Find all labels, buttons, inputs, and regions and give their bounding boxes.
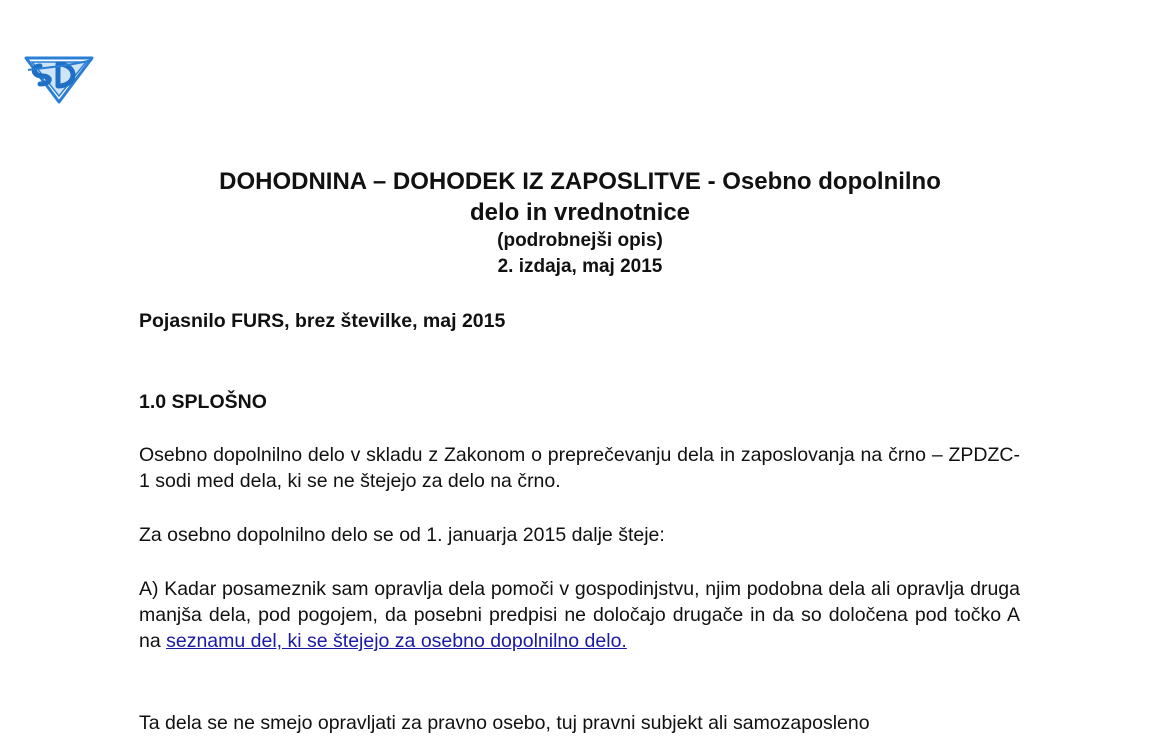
paragraph-2-block bbox=[139, 522, 1020, 548]
document-title-line-1: DOHODNINA – DOHODEK IZ ZAPOSLITVE - Osebno dopolnilno bbox=[219, 168, 941, 195]
paragraph-3-block bbox=[139, 576, 1020, 654]
paragraph-1-block bbox=[139, 442, 1020, 494]
paragraph-2: Za osebno dopolnilno delo se od 1. januarja 2015 dalje šteje: bbox=[139, 524, 665, 546]
paragraph-1: Osebno dopolnilno delo v skladu z Zakonom o preprečevanju dela in zaposlovanja na črno – ZPDZC-1 sodi med dela, ki se ne štejejo za delo na črno. bbox=[139, 444, 1020, 492]
document-subtitle: (podrobnejši opis) bbox=[497, 230, 663, 251]
source-line: Pojasnilo FURS, brez številke, maj 2015 bbox=[139, 310, 506, 332]
seznam-del-link[interactable]: seznamu del, ki se štejejo za osebno dopolnilno delo. bbox=[166, 630, 627, 652]
source-line-block bbox=[139, 308, 1020, 334]
document-edition: 2. izdaja, maj 2015 bbox=[497, 256, 663, 277]
paragraph-4-block bbox=[139, 710, 1020, 736]
section-heading: 1.0 SPLOŠNO bbox=[139, 391, 267, 413]
document-title-line-2: delo in vrednotnice bbox=[469, 199, 691, 226]
paragraph-3-text: A) Kadar posameznik sam opravlja dela pomoči v gospodinjstvu, njim podobna dela ali opravlja druga manjša dela, pod pogojem, da posebni predpisi ne določajo drugače in da so določena pod točko A na bbox=[139, 578, 1020, 652]
sd-shield-logo-icon bbox=[22, 50, 96, 104]
document-title-block bbox=[140, 166, 1020, 280]
section-heading-block bbox=[139, 389, 1020, 415]
paragraph-4-partial: Ta dela se ne smejo opravljati za pravno osebo, tuj pravni subjekt ali samozaposleno bbox=[139, 712, 870, 734]
paragraph-3 bbox=[139, 576, 1020, 654]
